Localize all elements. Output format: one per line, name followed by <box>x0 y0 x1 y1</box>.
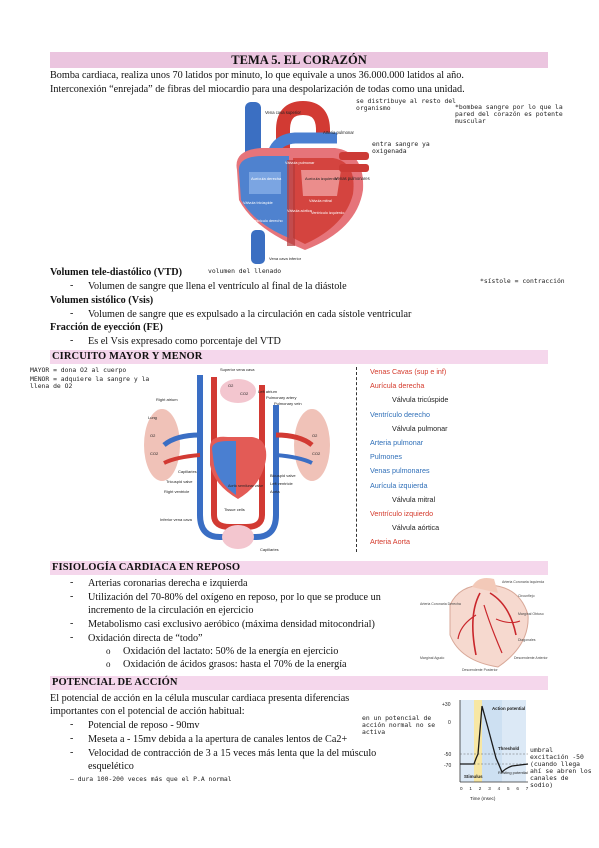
label-right-ventricle: Right ventricle <box>164 489 190 494</box>
label-valvula-tricuspide: Válvula tricúspide <box>243 201 273 205</box>
fisiologia-item-2b: incremento de la circulación en ejercicio <box>88 605 254 616</box>
label-tricuspid-valve: Tricuspid valve <box>166 479 193 484</box>
xtick: 4 <box>497 786 501 791</box>
label-auricula-derecha: Aurícula derecha <box>251 176 282 181</box>
sistole-note: *sístole = contracción <box>480 277 565 285</box>
label-stimulus: Stimulus <box>464 774 483 779</box>
flow-item: Aurícula izquierda <box>370 480 428 490</box>
fe-desc: Es el Vsis expresado como porcentaje del VTD <box>88 336 281 347</box>
label-descendente-anterior: Descendente Anterior <box>514 656 548 660</box>
xtick: 7 <box>525 786 529 791</box>
label-co2-top: CO2 <box>240 391 249 396</box>
label-diagonales: Diagonales <box>518 638 536 642</box>
action-potential-chart <box>436 698 536 802</box>
flow-item: Arteria pulmonar <box>370 437 424 447</box>
flow-item: Arteria Aorta <box>370 537 410 547</box>
heart-note-1: se distribuye al resto del organismo <box>356 97 457 112</box>
flow-dashed-line <box>356 367 359 552</box>
label-marginal-obtuso: Marginal Obtuso <box>518 612 544 616</box>
label-bicuspid-valve: Bicuspid valve <box>270 473 296 478</box>
label-o2-right: O2 <box>312 433 318 438</box>
potencial-heading: POTENCIAL DE ACCIÓN <box>52 677 178 688</box>
ytick-minus50: -50 <box>444 752 452 758</box>
label-pulmonary-artery: Pulmonary artery <box>266 395 297 400</box>
label-left-atrium: Left atrium <box>258 389 277 394</box>
fisiologia-item-1: Arterias coronarias derecha e izquierda <box>88 578 248 589</box>
label-circunflejo: Circunflejo <box>518 594 535 598</box>
label-co2-right: CO2 <box>312 451 321 456</box>
intro-line-2: Interconexión “enrejada” de fibras del miocardio para una despolarización de todas como una unidad. <box>50 84 465 95</box>
heart-note-3: entra sangre ya oxigenada <box>372 140 430 155</box>
circulation-diagram <box>140 365 335 555</box>
label-capillaries: Capillaries <box>178 469 197 474</box>
label-auricula-izquierda: Aurícula izquierda <box>305 176 338 181</box>
label-tissue-cells: Tissue cells <box>224 507 245 512</box>
label-action-potential: Action potential <box>492 706 526 711</box>
flow-item: Venas Cavas (sup e inf) <box>370 367 447 376</box>
xtick: 6 <box>516 786 519 791</box>
potencial-note-duracion: — dura 100-200 veces más que el P.A normal <box>70 775 232 783</box>
potencial-para-1: El potencial de acción en la célula muscular cardiaca presenta diferencias <box>50 693 350 704</box>
label-arteria-pulmonar: Arteria pulmonar <box>323 130 354 135</box>
ytick-plus30: +30 <box>442 702 451 708</box>
potencial-item-1: Potencial de reposo - 90mv <box>88 720 200 731</box>
circuit-heading: CIRCUITO MAYOR Y MENOR <box>52 351 203 362</box>
label-valvula-mitral: Válvula mitral <box>309 199 332 203</box>
label-coronaria-izq: Arteria Coronaria Izquierda <box>502 580 545 584</box>
label-vena-cava-inf: Vena cava inferior <box>269 256 302 261</box>
coronary-heart-diagram <box>420 575 555 673</box>
xtick: 3 <box>488 786 491 791</box>
potencial-para-2: importantes con el potencial de acción habitual: <box>50 706 245 717</box>
flow-item: Válvula aórtica <box>392 523 440 533</box>
fe-title: Fracción de eyección (FE) <box>50 322 163 333</box>
label-marginal-agudo: Marginal Agudo <box>420 656 445 660</box>
circuit-note-mayor: MAYOR = dona O2 al cuerpo <box>30 366 127 374</box>
label-aorta: Aorta <box>293 124 304 129</box>
page-title: TEMA 5. EL CORAZÓN <box>231 53 367 67</box>
label-ventriculo-izquierdo: Ventrículo izquierdo <box>311 211 345 215</box>
label-venas-pulmonares: Venas pulmonares <box>335 176 370 181</box>
flow-item: Ventrículo derecho <box>370 409 430 419</box>
label-lung: Lung <box>148 415 157 420</box>
circuit-note-menor: MENOR = adquiere la sangre y la llena de O2 <box>30 375 150 390</box>
fisiologia-subitem-2: Oxidación de ácidos grasos: hasta el 70% de la energía <box>123 659 347 670</box>
label-resting-potential: Resting potential <box>498 770 528 775</box>
flow-item: Aurícula derecha <box>370 381 425 391</box>
ytick-minus70: -70 <box>444 763 452 769</box>
label-ventriculo-derecho: Ventrículo derecho <box>251 219 283 223</box>
flow-item: Venas pulmonares <box>370 466 430 476</box>
flow-item: Ventrículo izquierdo <box>370 508 434 518</box>
xtick: 0 <box>460 786 463 791</box>
label-coronaria-der: Arteria Coronaria Derecha <box>420 602 461 606</box>
label-pulmonary-vein: Pulmonary vein <box>274 401 302 406</box>
vena-cava-inferior-shape <box>251 230 265 264</box>
flow-item: Válvula mitral <box>392 494 436 504</box>
xtick: 1 <box>469 786 472 791</box>
fisiologia-item-2: Utilización del 70-80% del oxígeno en reposo, por lo que se produce un <box>88 592 381 603</box>
xtick: 2 <box>478 786 482 791</box>
xtick: 5 <box>507 786 510 791</box>
label-descendente-posterior: Descendente Posterior <box>462 668 498 672</box>
label-valvula-aortica: Válvula aórtica <box>287 209 312 213</box>
heart-diagram <box>225 100 375 265</box>
vtd-title: Volumen tele-diastólico (VTD) <box>50 267 183 278</box>
heart-note-2: *bombea sangre por lo que la pared del corazón es potente muscular <box>455 103 563 125</box>
potencial-item-3: Velocidad de contracción de 3 a 15 veces más lenta que la del músculo <box>88 748 377 759</box>
vsis-desc: Volumen de sangre que es expulsado a la circulación en cada sístole ventricular <box>88 309 412 320</box>
label-inferior-vena-cava: Inferior vena cava <box>160 517 192 522</box>
label-aortic-semilunar-valve: Aortic semilunar valve <box>228 484 264 488</box>
label-right-atrium: Right atrium <box>156 397 178 402</box>
label-threshold: Threshold <box>498 746 520 751</box>
fisiologia-item-4: Oxidación directa de “todo” <box>88 633 203 644</box>
label-superior-vena-cava: Superior vena cava <box>220 367 255 372</box>
potencial-note-umbral: umbral excitación -50 (cuando llega ahí se abren los canales de sodio) <box>530 746 592 789</box>
vtd-note: volumen del llenado <box>208 267 282 275</box>
label-valvula-pulmonar: Válvula pulmonar <box>285 161 315 165</box>
label-o2-left: O2 <box>150 433 156 438</box>
label-left-ventricle: Left ventricle <box>270 481 293 486</box>
circulation-flow-list <box>370 367 530 551</box>
label-co2-left: CO2 <box>150 451 159 456</box>
fisiologia-subitem-1: Oxidación del lactato: 50% de la energía en ejercicio <box>123 646 339 657</box>
flow-item: Válvula pulmonar <box>392 423 448 433</box>
label-capillaries-bottom: Capillaries <box>260 547 279 552</box>
flow-item: Pulmones <box>370 452 402 462</box>
label-vena-cava-sup: Vena cava superior <box>265 110 301 115</box>
x-axis-label: Time (msec) <box>470 796 496 801</box>
fisiologia-item-3: Metabolismo casi exclusivo aeróbico (máxima densidad mitocondrial) <box>88 619 375 630</box>
intro-line-1: Bomba cardiaca, realiza unos 70 latidos por minuto, lo que equivale a unos 36.000.000 latidos al año. <box>50 70 464 81</box>
potencial-item-2: Meseta a - 15mv debida a la apertura de canales lentos de Ca2+ <box>88 734 348 745</box>
potencial-item-3b: esquelético <box>88 761 134 772</box>
potencial-note-normal: en un potencial de acción normal no se activa <box>362 714 436 736</box>
vtd-desc: Volumen de sangre que llena el ventrículo al final de la diástole <box>88 281 347 292</box>
flow-item: Válvula tricúspide <box>392 395 449 405</box>
ytick-0: 0 <box>448 720 451 726</box>
label-o2-top: O2 <box>228 383 234 388</box>
label-aorta-circ: Aorta <box>270 489 280 494</box>
vsis-title: Volumen sistólico (Vsis) <box>50 295 154 306</box>
fisiologia-heading: FISIOLOGÍA CARDIACA EN REPOSO <box>52 562 241 573</box>
